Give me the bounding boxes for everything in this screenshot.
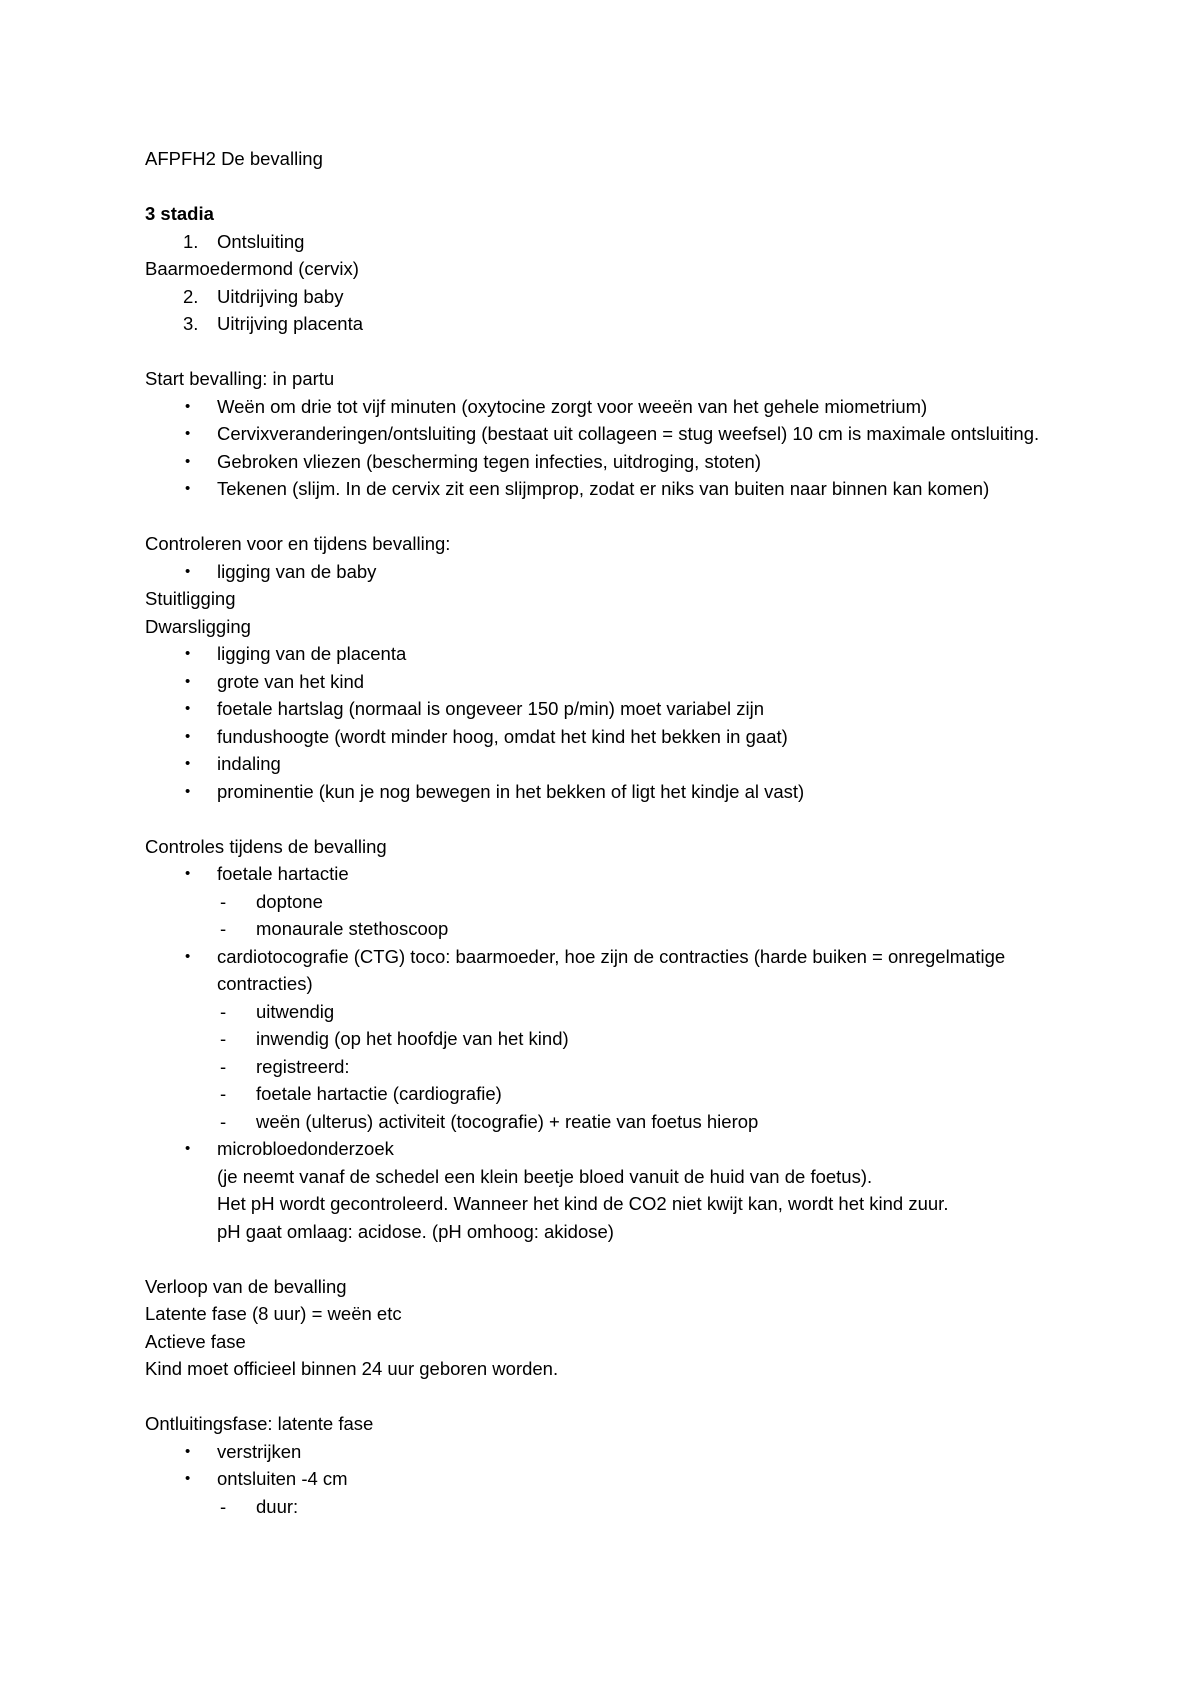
- list-item: [145, 475, 1075, 503]
- dash-marker: -: [220, 1055, 227, 1077]
- list-text: prominentie (kun je nog bewegen in het bekken of ligt het kindje al vast): [217, 780, 805, 802]
- list-text: verstrijken: [217, 1440, 302, 1462]
- list-text: Uitdrijving baby: [217, 285, 344, 307]
- bullet-marker: •: [185, 397, 191, 415]
- text-line: Latente fase (8 uur) = weën etc: [145, 1303, 402, 1324]
- list-text: foetale hartactie: [217, 863, 349, 884]
- list-item: [145, 668, 1075, 696]
- dash-item: [145, 998, 1075, 1026]
- list-item: [145, 448, 1075, 476]
- list-number: 2.: [183, 285, 199, 307]
- text-line: Actieve fase: [145, 1330, 246, 1352]
- list-text: ligging van de baby: [217, 560, 377, 582]
- text-line: pH gaat omlaag: acidose. (pH omhoog: akidose): [217, 1220, 614, 1242]
- list-text: Ontsluiting: [217, 230, 305, 252]
- list-item: [145, 1465, 1075, 1493]
- document-body: [145, 145, 1075, 1520]
- verloop-heading: Verloop van de bevalling: [145, 1275, 347, 1297]
- stadia-heading: 3 stadia: [145, 203, 214, 224]
- bullet-marker: •: [185, 672, 191, 690]
- list-text: indaling: [217, 753, 281, 774]
- list-text: Cervixveranderingen/ontsluiting (bestaat uit collageen = stug weefsel) 10 cm is maximale ontsluiting.: [217, 423, 1040, 444]
- dash-marker: -: [220, 1028, 227, 1049]
- list-text: microbloedonderzoek: [217, 1138, 394, 1159]
- bullet-marker: •: [185, 645, 191, 662]
- dash-marker: -: [220, 1110, 227, 1132]
- bullet-marker: •: [185, 700, 191, 717]
- bullet-marker: •: [185, 755, 191, 772]
- bullet-marker: •: [185, 727, 191, 745]
- spacer: [145, 1245, 1075, 1273]
- list-number: 3.: [183, 313, 199, 334]
- list-item: [145, 860, 1075, 888]
- stadia-item-2: [145, 283, 1075, 311]
- bullet-marker: •: [185, 947, 191, 965]
- start-heading: Start bevalling: in partu: [145, 368, 335, 389]
- dash-marker: -: [220, 918, 227, 939]
- list-item: [145, 640, 1075, 668]
- controles-heading: Controles tijdens de bevalling: [145, 835, 387, 857]
- list-text: fundushoogte (wordt minder hoog, omdat het kind het bekken in gaat): [217, 725, 788, 747]
- list-item: [145, 750, 1075, 778]
- dash-item: [145, 1080, 1075, 1108]
- bullet-marker: •: [185, 1470, 191, 1487]
- list-item: [145, 420, 1075, 448]
- bullet-marker: •: [185, 562, 191, 580]
- list-text: foetale hartactie (cardiografie): [256, 1083, 502, 1104]
- bullet-marker: •: [185, 452, 191, 470]
- list-text: Tekenen (slijm. In de cervix zit een slijmprop, zodat er niks van buiten naar binnen kan komen): [217, 478, 990, 499]
- bullet-marker: •: [185, 480, 191, 497]
- spacer: [145, 503, 1075, 531]
- text-line: Stuitligging: [145, 588, 236, 609]
- list-text: uitwendig: [256, 1000, 335, 1022]
- list-item: [145, 393, 1075, 421]
- list-text: inwendig (op het hoofdje van het kind): [256, 1028, 569, 1049]
- document-title: AFPFH2 De bevalling: [145, 148, 323, 169]
- spacer: [145, 338, 1075, 366]
- bullet-marker: •: [185, 1140, 191, 1157]
- text-line: (je neemt vanaf de schedel een klein beetje bloed vanuit de huid van de foetus).: [217, 1165, 873, 1187]
- bullet-marker: •: [185, 425, 191, 442]
- list-text: Uitrijving placenta: [217, 313, 364, 334]
- stadia-item-1: [145, 228, 1075, 256]
- dash-marker: -: [220, 1495, 227, 1517]
- text-line: Dwarsligging: [145, 615, 251, 637]
- spacer: [145, 1383, 1075, 1411]
- spacer: [145, 805, 1075, 833]
- list-text: Gebroken vliezen (bescherming tegen infecties, uitdroging, stoten): [217, 450, 761, 472]
- list-item: [145, 558, 1075, 586]
- list-item: [145, 723, 1075, 751]
- controleren-heading: Controleren voor en tijdens bevalling:: [145, 533, 451, 554]
- list-text: monaurale stethoscoop: [256, 918, 449, 939]
- spacer: [145, 173, 1075, 201]
- stadia-item-3: [145, 310, 1075, 338]
- dash-item: [145, 1108, 1075, 1136]
- dash-item: [145, 888, 1075, 916]
- ontsluiting-heading: Ontluitingsfase: latente fase: [145, 1413, 374, 1434]
- list-text: registreerd:: [256, 1055, 350, 1077]
- list-item: [145, 1438, 1075, 1466]
- text-line: Kind moet officieel binnen 24 uur geboren worden.: [145, 1358, 559, 1379]
- bullet-marker: •: [185, 1442, 191, 1460]
- dash-marker: -: [220, 890, 227, 912]
- text-line: Het pH wordt gecontroleerd. Wanneer het kind de CO2 niet kwijt kan, wordt het kind zuur.: [217, 1193, 949, 1214]
- stadia-note: Baarmoedermond (cervix): [145, 258, 359, 279]
- list-item: [145, 695, 1075, 723]
- dash-marker: -: [220, 1000, 227, 1022]
- list-item: [145, 1135, 1075, 1163]
- list-text: ontsluiten -4 cm: [217, 1468, 348, 1489]
- list-text: duur:: [256, 1495, 299, 1517]
- dash-item: [145, 1025, 1075, 1053]
- list-text: grote van het kind: [217, 670, 365, 692]
- list-text: doptone: [256, 890, 323, 912]
- list-item: [145, 778, 1075, 806]
- list-text: weën (ulterus) activiteit (tocografie) + reatie van foetus hierop: [256, 1110, 759, 1132]
- dash-marker: -: [220, 1083, 227, 1104]
- dash-item: [145, 1493, 1075, 1521]
- list-text: ligging van de placenta: [217, 643, 407, 664]
- list-item: [145, 943, 1075, 998]
- list-text: cardiotocografie (CTG) toco: baarmoeder, hoe zijn de contracties (harde buiken = onregelmatige contracties): [217, 945, 1006, 994]
- list-number: 1.: [183, 230, 199, 252]
- dash-item: [145, 1053, 1075, 1081]
- bullet-marker: •: [185, 865, 191, 882]
- list-text: foetale hartslag (normaal is ongeveer 150 p/min) moet variabel zijn: [217, 698, 765, 719]
- bullet-marker: •: [185, 782, 191, 800]
- dash-item: [145, 915, 1075, 943]
- list-text: Weën om drie tot vijf minuten (oxytocine zorgt voor weeën van het gehele miometrium): [217, 395, 928, 417]
